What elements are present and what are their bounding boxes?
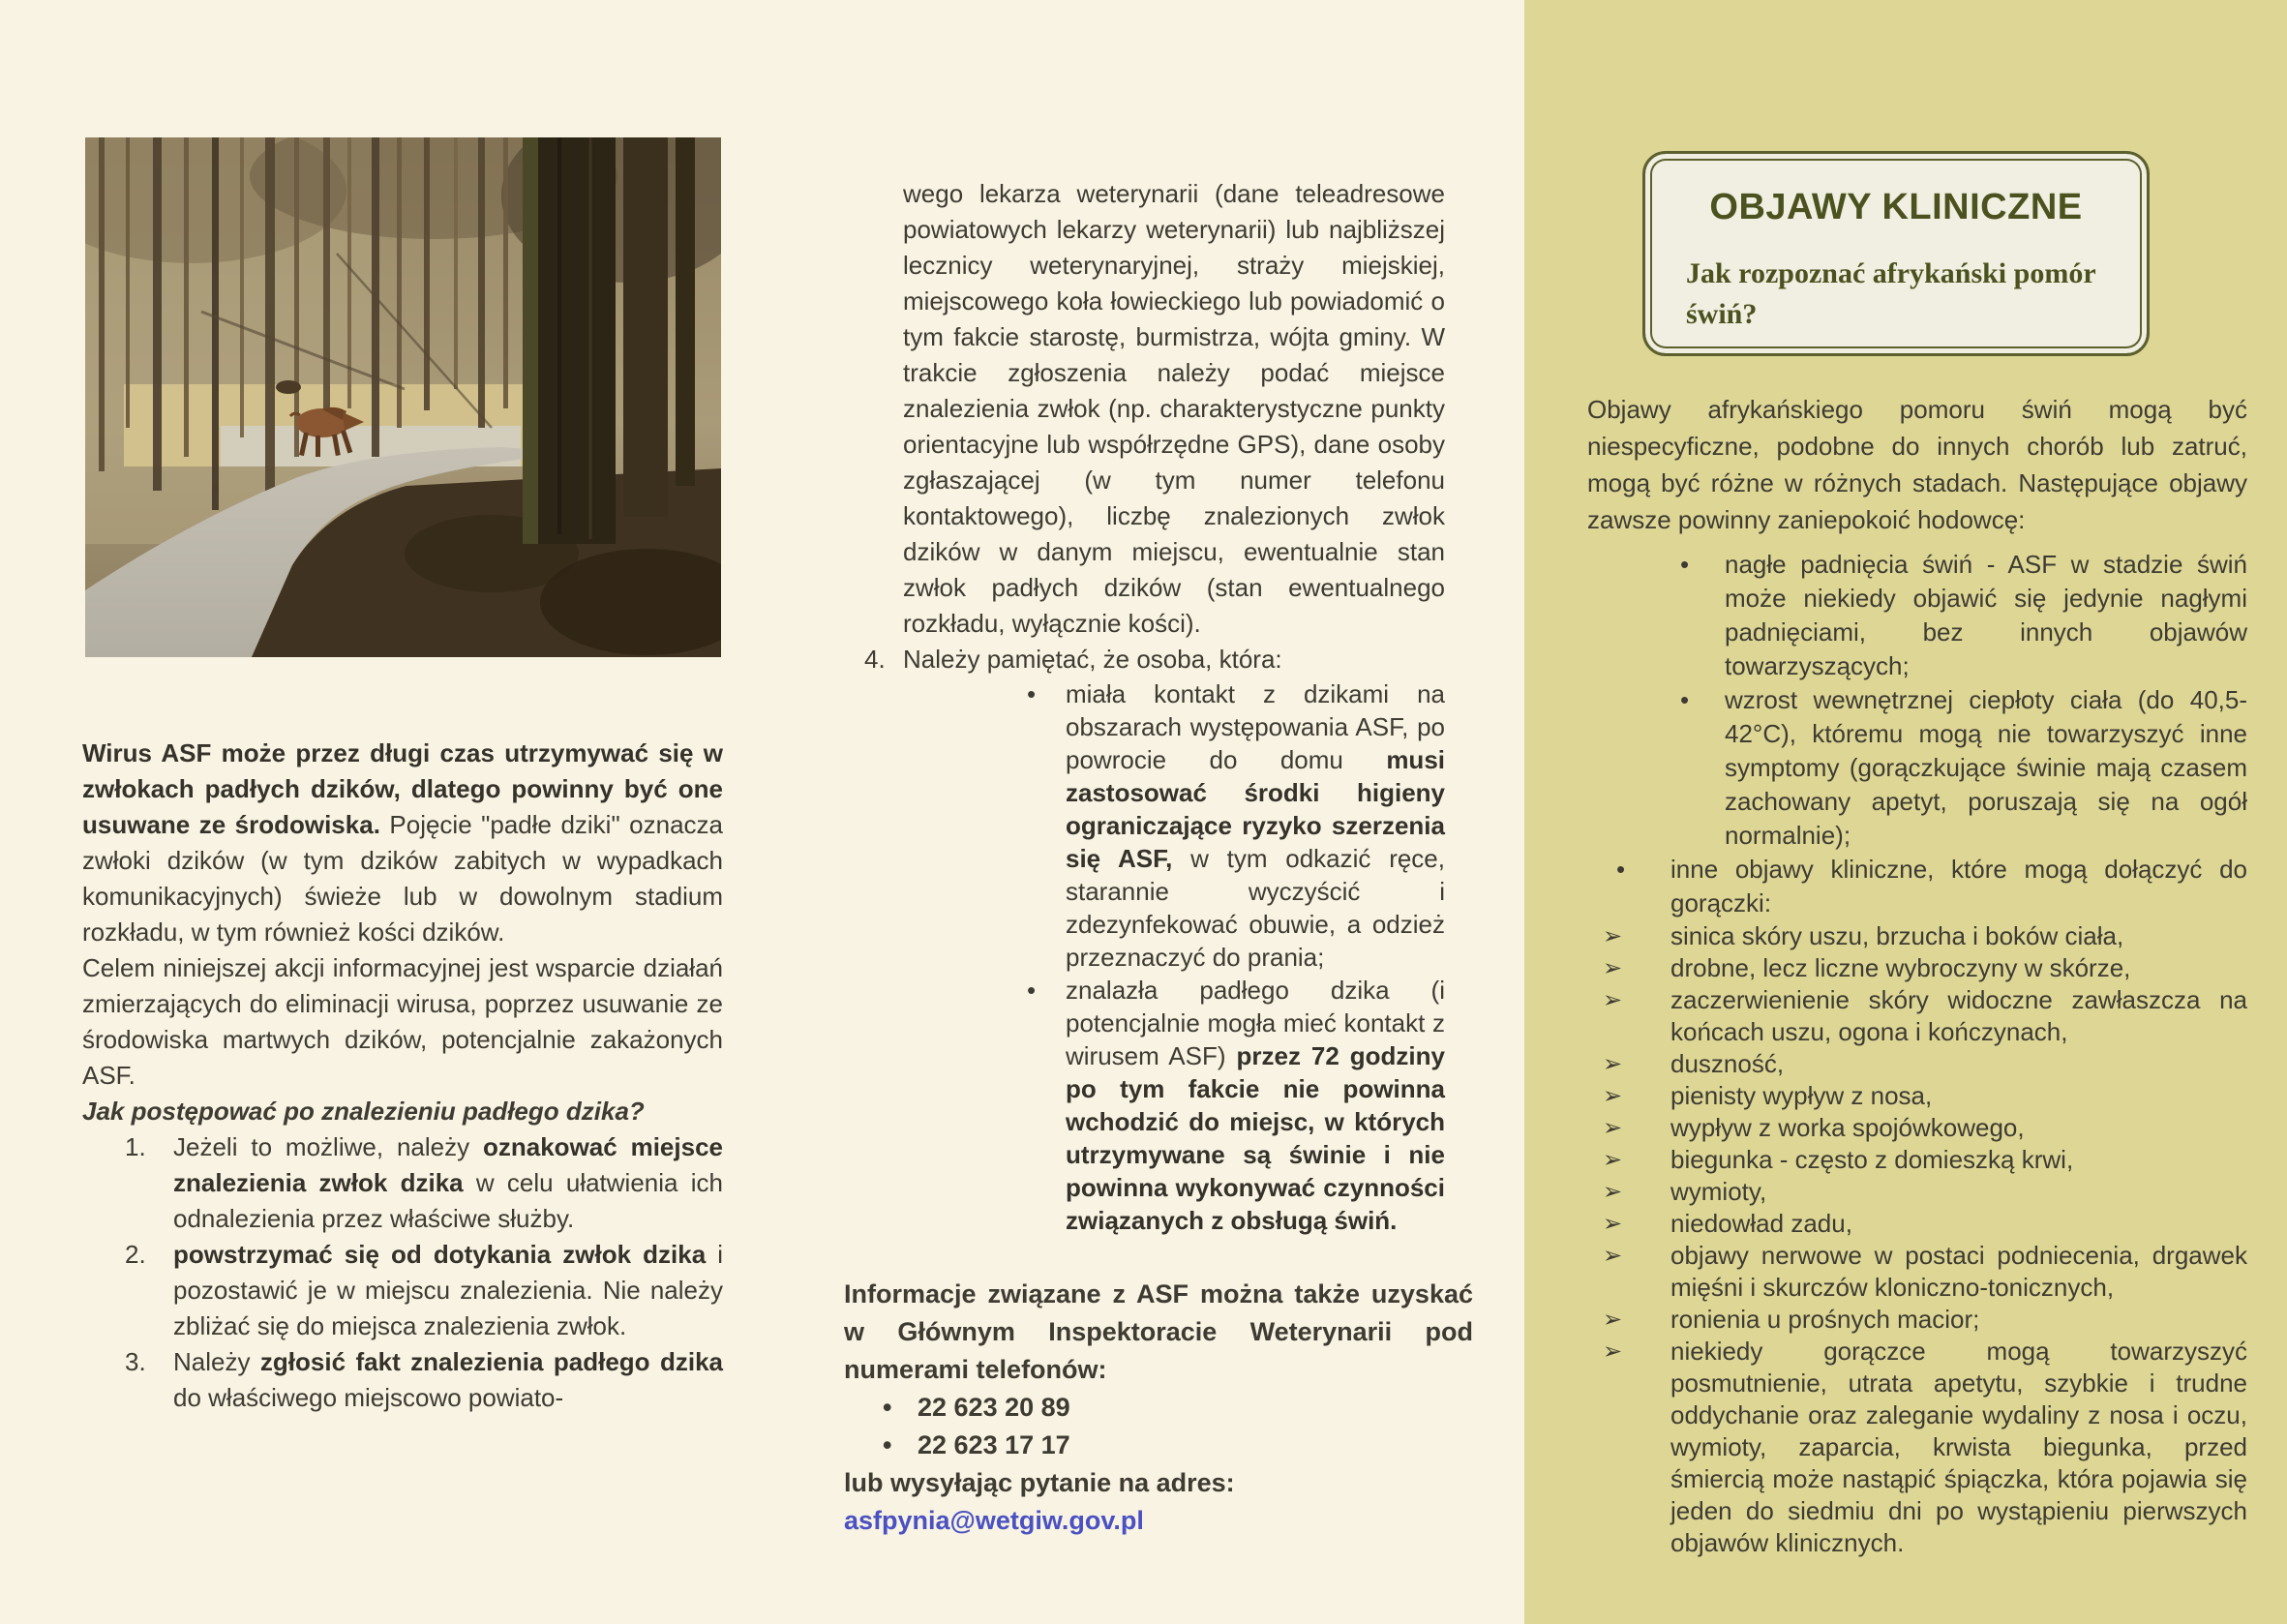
list-number: 1. — [125, 1132, 146, 1161]
arrow-marker: ➢ — [1603, 1114, 1623, 1141]
item-text: i pozostawić je w miejscu znalezienia. Nie należy zbliżać się do miejsca znalezienia zwłok. — [173, 1240, 723, 1340]
list-item — [82, 1344, 723, 1416]
intro-paragraph — [82, 736, 723, 950]
symptom-text: pienisty wypływ z nosa, — [1670, 1081, 1933, 1110]
symptom-arrow-item — [1603, 1176, 2247, 1208]
item-text: Należy — [173, 1347, 260, 1376]
arrow-marker: ➢ — [1603, 1146, 1623, 1173]
symptom-text: sinica skóry uszu, brzucha i boków ciała, — [1670, 921, 2124, 950]
bullet-marker: • — [1680, 550, 1690, 579]
symptom-text: wymioty, — [1670, 1177, 1767, 1206]
campaign-paragraph: Celem niniejszej akcji informacyjnej jest wsparcie działań zmierzających do eliminacji wirusa, poprzez usuwanie ze środowiska martwych dzików, potencjalnie zakażonych ASF. — [82, 953, 723, 1090]
bullet-marker: • — [1027, 976, 1037, 1005]
item-text: do właściwego miejscowo powiato- — [173, 1383, 564, 1412]
intro-rest: Pojęcie "padłe dziki" oznacza zwłoki dzików (w tym dzików zabitych w wypadkach komunikacyjnych) świeże lub w dowolnym stadium rozkładu, w tym również kości dzików. — [82, 810, 723, 947]
bullet-marker: • — [1680, 685, 1690, 714]
symptom-text: duszność, — [1670, 1049, 1785, 1078]
item-text: Należy pamiętać, że osoba, która: — [903, 645, 1282, 674]
symptom-arrow-item — [1603, 1080, 2247, 1112]
symptom-arrow-item — [1603, 920, 2247, 952]
clinical-signs-title-box — [1642, 151, 2150, 356]
arrow-marker: ➢ — [1603, 1082, 1623, 1109]
item-bold: przez 72 godziny po tym fakcie nie powinna wchodzić do miejsc, w których utrzymywane są świnie i nie powinna wykonywać czynności związanych z obsługą świń. — [1066, 1041, 1445, 1235]
boar-photo — [85, 137, 721, 657]
symptom-arrow-item — [1603, 1112, 2247, 1144]
bullet-marker: • — [883, 1393, 892, 1422]
symptom-arrow-item — [1603, 1240, 2247, 1304]
phone-number: 22 623 17 17 — [918, 1430, 1070, 1459]
arrow-marker: ➢ — [1603, 1178, 1623, 1205]
distant-animal — [276, 380, 301, 394]
symptom-arrow-item — [1603, 1336, 2247, 1559]
symptom-text: niedowład zadu, — [1670, 1209, 1852, 1238]
phone-item — [883, 1389, 1473, 1427]
list-number: 4. — [864, 645, 886, 674]
bullet-marker: • — [1027, 679, 1037, 708]
item-bold: zgłosić fakt znalezienia padłego dzika — [259, 1347, 724, 1376]
symptom-bullet — [1680, 683, 2247, 853]
symptoms-intro: Objawy afrykańskiego pomoru świń mogą być niespecyficzne, podobne do innych chorób lub zatruć, mogą być różne w różnych stadach. Następujące objawy zawsze powinny zaniepokoić hodowcę: — [1587, 395, 2247, 534]
arrow-marker: ➢ — [1603, 1338, 1623, 1365]
list-item — [864, 642, 1445, 677]
symptom-text: wypływ z worka spojówkowego, — [1670, 1113, 2025, 1142]
symptom-text: objawy nerwowe w postaci podniecenia, drgawek mięśni i skurczów kloniczno-tonicznych, — [1670, 1241, 2247, 1302]
email-link[interactable]: asfpynia@wetgiw.gov.pl — [844, 1506, 1144, 1535]
bullet-marker: • — [883, 1430, 892, 1459]
list-number: 3. — [125, 1347, 146, 1376]
email-label: lub wysyłając pytanie na adres: — [844, 1468, 1235, 1497]
intro-bold: Wirus ASF może przez długi czas utrzymywać się w zwłokach padłych dzików, dlatego powinny być one usuwane ze środowiska. — [82, 738, 723, 839]
symptom-arrow-item — [1603, 1208, 2247, 1240]
arrow-marker: ➢ — [1603, 1242, 1623, 1269]
arrow-marker: ➢ — [1603, 1306, 1623, 1333]
item-text: w tym odkazić ręce, starannie wyczyścić i zdezynfekować obuwie, a odzież przeznaczyć do prania; — [1066, 844, 1445, 972]
item-bold: musi zastosować środki higieny ograniczające ryzyko szerzenia się ASF, — [1066, 745, 1445, 873]
middle-column — [864, 176, 1445, 1237]
sub-bullet-item — [1027, 677, 1445, 974]
arrow-marker: ➢ — [1603, 986, 1623, 1013]
arrow-marker: ➢ — [1603, 922, 1623, 949]
phone-number: 22 623 20 89 — [918, 1393, 1070, 1422]
symptom-text: niekiedy gorączce mogą towarzyszyć posmutnienie, utrata apetytu, szybkie i trudne oddychanie oraz zaleganie wydaliny z nosa i oczu, wymioty, zaparcia, krwista biegunka, przed śmiercią może nastąpić śpiączka, która pojawia się jeden do siedmiu dni po wystąpieniu pierwszych objawów klinicznych. — [1670, 1337, 2247, 1557]
list-item — [82, 1129, 723, 1237]
list-item — [82, 1237, 723, 1344]
symptoms-lists — [1587, 548, 2247, 1559]
procedure-heading: Jak postępować po znalezieniu padłego dzika? — [82, 1097, 645, 1126]
symptom-arrow-item — [1603, 1144, 2247, 1176]
symptom-text: zaczerwienienie skóry widoczne zawłaszcza na końcach uszu, ogona i kończynach, — [1670, 985, 2247, 1046]
item-text: znalazła padłego dzika (i potencjalnie mogła mieć kontakt z wirusem ASF) — [1066, 976, 1445, 1070]
phone-item — [883, 1427, 1473, 1464]
item-text: w celu ułatwienia ich odnalezienia przez właściwe służby. — [173, 1168, 723, 1233]
symptom-text: ronienia u prośnych macior; — [1670, 1305, 1980, 1334]
arrow-marker: ➢ — [1603, 1050, 1623, 1077]
symptom-arrow-item — [1603, 1304, 2247, 1336]
item-text: Jeżeli to możliwe, należy — [173, 1132, 483, 1161]
symptom-text: drobne, lecz liczne wybroczyny w skórze, — [1670, 953, 2131, 982]
symptom-arrow-item — [1603, 1048, 2247, 1080]
symptom-arrow-item — [1603, 952, 2247, 984]
symptom-bullet — [1680, 548, 2247, 683]
arrow-marker: ➢ — [1603, 954, 1623, 981]
symptom-text: wzrost wewnętrznej ciepłoty ciała (do 40,5-42°C), któremu mogą nie towarzyszyć inne symptomy (gorączkujące świnie mają czasem zachowany apetyt, poruszają się na ogół normalnie); — [1725, 685, 2247, 850]
item-bold: oznakować miejsce znalezienia zwłok dzika — [173, 1132, 724, 1197]
contact-heading: Informacje związane z ASF można także uzyskać w Głównym Inspektoracie Weterynarii pod numerami telefonów: — [844, 1279, 1473, 1384]
bullet-marker: • — [1616, 855, 1626, 884]
sub-bullet-item — [1027, 974, 1445, 1237]
symptom-text: nagłe padnięcia świń - ASF w stadzie świń może niekiedy objawić się jedynie nagłymi padnięciami, bez innych objawów towarzyszących; — [1725, 550, 2247, 680]
item-bold: powstrzymać się od dotykania zwłok dzika — [173, 1240, 707, 1269]
symptom-bullet — [1616, 853, 2247, 920]
arrow-marker: ➢ — [1603, 1210, 1623, 1237]
symptom-arrow-item — [1603, 984, 2247, 1048]
panel-title: OBJAWY KLINICZNE — [1709, 187, 2083, 227]
item-text: miała kontakt z dzikami na obszarach występowania ASF, po powrocie do domu — [1066, 679, 1445, 774]
contact-block — [844, 1276, 1473, 1540]
list-number: 2. — [125, 1240, 146, 1269]
continuation-paragraph: wego lekarza weterynarii (dane teleadresowe powiatowych lekarzy weterynarii) lub najbliższej lecznicy weterynaryjnej, straży miejskiej, miejscowego koła łowieckiego lub powiadomić o tym fakcie starostę, burmistrza, wójta gminy. W trakcie zgłoszenia należy podać miejsce znalezienia zwłok (np. charakterystyczne punkty orientacyjne lub współrzędne GPS), dane osoby zgłaszającej (w tym numer telefonu kontaktowego), liczbę znalezionych zwłok dzików w danym miejscu, ewentualnie stan zwłok padłych dzików (stan ewentualnego rozkładu, wyłącznie kości). — [903, 179, 1445, 638]
panel-subtitle: Jak rozpoznać afrykański pomór świń? — [1686, 257, 2096, 330]
symptom-text: inne objawy kliniczne, które mogą dołączyć do gorączki: — [1670, 855, 2247, 917]
left-column — [82, 736, 723, 1416]
symptom-text: biegunka - często z domieszką krwi, — [1670, 1145, 2074, 1174]
